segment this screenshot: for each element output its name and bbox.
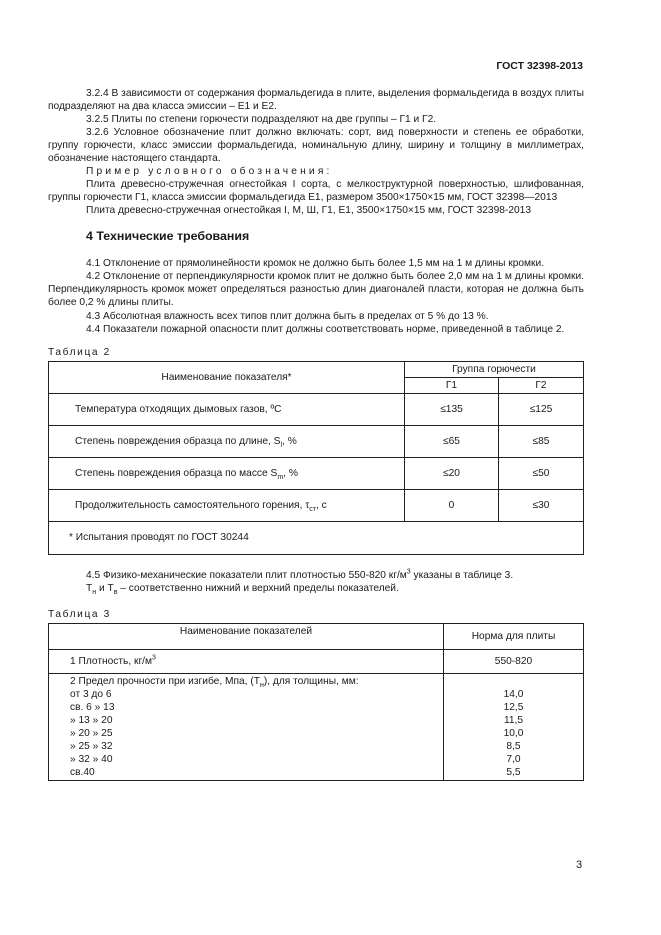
table-2-row-1-g2: ≤125 [499,393,584,425]
table-row [49,425,584,457]
example-2: Плита древесно-стружечная огнестойкая I, М, Ш, Г1, Е1, 3500×1750×15 мм, ГОСТ 32398-2013 [86,205,531,217]
table-3-header-name: Наименование показателей [49,623,444,649]
table-2-row-1-g1: ≤135 [405,393,499,425]
table-3-row-1-name: 1 Плотность, $кг/м^3$ [49,649,444,673]
table-3-row-1-value: 550-820 [444,649,584,673]
paragraph-4-5-limits: $Т_н$ и $Т_в$ – соответственно нижний и верхний пределы показателей. [86,582,399,596]
table-2-header-g1: Г1 [405,377,499,393]
list-item: от 3 до 6 [70,688,112,700]
table-row [49,457,584,489]
list-item-value: 5,5 [506,767,521,779]
table-2-header-group: Группа горючести [405,361,584,377]
table-3-label: Таблица 3 [48,608,111,620]
table-2-header-g2: Г2 [499,377,584,393]
table-3-row-2-values [444,673,584,780]
list-item-value: 11,5 [503,715,524,727]
table-row [49,393,584,425]
list-item-value: 10,0 [503,728,524,740]
paragraph-4-3: 4.3 Абсолютная влажность всех типов плит должна быть в пределах от 5 % до 13 %. [86,310,489,322]
table-2-row-3-g1: ≤20 [405,457,499,489]
example-1: Плита древесно-стружечная огнестойкая I сорта, с мелкоструктурной поверхностью, шлифованная, группы горючести Г1, класса эмиссии формальдегида Е1, размером 3500×1750×15 мм, ГОСТ 32398—2013 [48,179,584,204]
list-item-value: 12,5 [503,702,524,713]
table-row [49,673,584,780]
list-item: » 20 » 25 [70,728,113,740]
document-body [48,87,584,781]
list-item: св.40 [70,767,95,779]
table-2-row-3-g2: ≤50 [499,457,584,489]
table-2-row-2-g1: ≤65 [405,425,499,457]
table-3 [48,623,584,781]
paragraph-4-5: 4.5 Физико-механические показатели плит плотностью 550-820 $кг/м^3$ указаны в таблице 3. [86,568,514,581]
table-2-label: Таблица 2 [48,346,111,358]
table-2-row-3-name: Степень повреждения образца по массе $S_m$, % [49,457,405,489]
table-2-row-2-g2: ≤85 [499,425,584,457]
table-2-row-2-name: Степень повреждения образца по длине, $S_l$, % [49,425,405,457]
table-row [49,649,584,673]
list-item: » 25 » 32 [70,741,113,753]
table-2 [48,361,584,555]
paragraph-4-1: 4.1 Отклонение от прямолинейности кромок не должно быть более 1,5 мм на 1 м длины кромки. [86,258,545,270]
table-2-row-4-name: Продолжительность самостоятельного горения, $\tau_{ст}$, с [49,489,405,521]
table-2-header-name: Наименование показателя* [49,361,405,393]
list-item: св. 6 » 13 [70,702,115,713]
table-3-row-2-name: 2 Предел прочности при изгибе, Мпа, $(Т_н)$, для толщины, мм: от 3 до 6 св. 6 » 13 » 13 » 20 » 20 » 25 » 25 » 32 » 32 » 40 св.40 [49,673,444,780]
list-item: » 13 » 20 [70,715,113,727]
table-2-row-4-g1: 0 [405,489,499,521]
paragraph-3-2-4: 3.2.4 В зависимости от содержания формальдегида в плите, выделения формальдегида в воздух плиты подразделяют на два класса эмиссии – Е1 и Е2. [48,88,584,113]
paragraph-3-2-5: 3.2.5 Плиты по степени горючести подразделяют на две группы – Г1 и Г2. [86,114,437,126]
table-2-row-4-g2: ≤30 [499,489,584,521]
list-item-value: 8,5 [506,741,521,753]
table-3-header-norm: Норма для плиты [444,623,584,649]
paragraph-3-2-6: 3.2.6 Условное обозначение плит должно включать: сорт, вид поверхности и степень ее обработки, группу горючести, класс эмиссии формальдегида, номинальную длину, ширину и толщину в миллиметрах, обозначение настоящего стандарта. [48,127,584,165]
table-row [49,489,584,521]
table-2-footnote: * Испытания проводят по ГОСТ 30244 [49,521,584,554]
list-item-value: 14,0 [503,688,524,700]
example-heading: Пример условного обозначения: [86,166,333,178]
paragraph-4-2: 4.2 Отклонение от перпендикулярности кромок плит не должно быть более 2,0 мм на 1 м длины кромки. Перпендикулярность кромок может определяться разностью длин диагоналей пласти, которая не должна быть более 0,2 % длины плиты. [48,271,584,309]
section-4-title: 4 Технические требования [86,229,250,244]
list-item: » 32 » 40 [70,754,113,766]
paragraph-4-4: 4.4 Показатели пожарной опасности плит должны соответствовать норме, приведенной в таблице 2. [86,323,565,335]
page-number: 3 [576,859,583,871]
table-2-row-1-name: Температура отходящих дымовых газов, ºC [49,393,405,425]
list-item-value: 7,0 [506,754,521,766]
document-code: ГОСТ 32398-2013 [496,60,583,72]
